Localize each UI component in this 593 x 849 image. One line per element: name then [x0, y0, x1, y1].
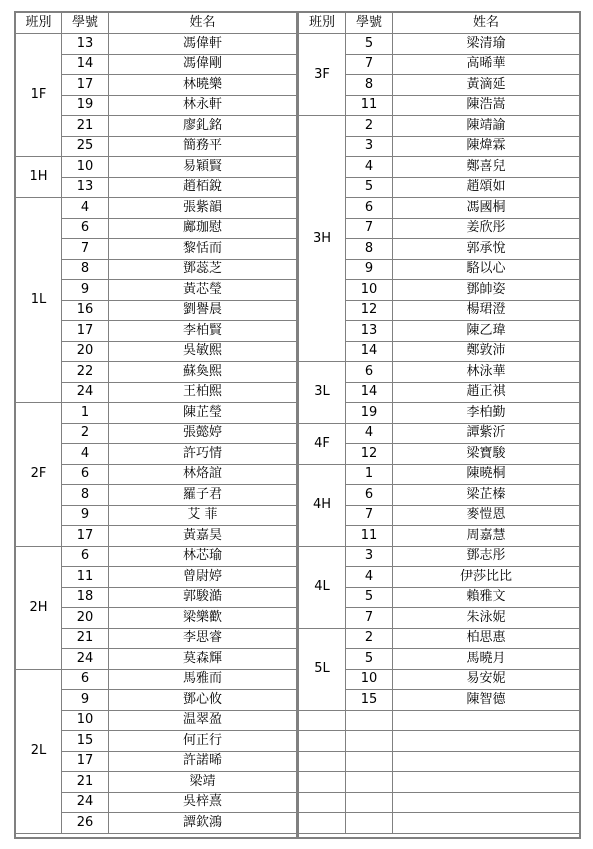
student-number: 1 [62, 403, 109, 424]
empty-row [299, 751, 580, 772]
empty-cell [346, 813, 393, 834]
student-row [16, 157, 297, 178]
student-name: 李柏賢 [109, 321, 297, 342]
empty-cell [346, 710, 393, 731]
student-number: 10 [62, 710, 109, 731]
student-name: 馬雅而 [109, 669, 297, 690]
student-name: 馬曉月 [393, 649, 580, 670]
header-class: 班別 [299, 13, 346, 34]
empty-cell [299, 772, 346, 793]
student-number: 5 [346, 177, 393, 198]
student-number: 17 [62, 75, 109, 96]
left-table-body [16, 34, 297, 834]
student-number: 22 [62, 362, 109, 383]
student-name: 曾尉婷 [109, 567, 297, 588]
student-name: 陳曉桐 [393, 464, 580, 485]
student-number: 14 [62, 54, 109, 75]
student-number: 6 [62, 218, 109, 239]
class-cell: 2F [16, 403, 62, 547]
student-number: 10 [346, 669, 393, 690]
student-number: 3 [346, 136, 393, 157]
student-name: 梁靖 [109, 772, 297, 793]
empty-cell [346, 731, 393, 752]
student-row [299, 464, 580, 485]
student-name: 易穎賢 [109, 157, 297, 178]
student-name: 鄭敦沛 [393, 341, 580, 362]
student-name: 譚紫沂 [393, 423, 580, 444]
student-number: 17 [62, 526, 109, 547]
class-cell: 1L [16, 198, 62, 403]
student-name: 梁寶駿 [393, 444, 580, 465]
empty-cell [299, 731, 346, 752]
student-name: 林曉樂 [109, 75, 297, 96]
student-row [299, 116, 580, 137]
student-number: 17 [62, 751, 109, 772]
class-cell: 3H [299, 116, 346, 362]
student-name: 陳浩嵩 [393, 95, 580, 116]
student-name: 林永軒 [109, 95, 297, 116]
student-name: 鄧志彤 [393, 546, 580, 567]
student-name: 鄧帥姿 [393, 280, 580, 301]
student-number: 9 [62, 690, 109, 711]
student-number: 4 [346, 423, 393, 444]
student-number: 21 [62, 628, 109, 649]
student-number: 10 [62, 157, 109, 178]
student-name: 馮國桐 [393, 198, 580, 219]
class-cell: 4F [299, 423, 346, 464]
student-name: 趙頌如 [393, 177, 580, 198]
student-number: 7 [346, 505, 393, 526]
empty-cell [393, 813, 580, 834]
empty-row [299, 710, 580, 731]
student-number: 10 [346, 280, 393, 301]
student-name: 黃嘉昊 [109, 526, 297, 547]
student-name: 莫森輝 [109, 649, 297, 670]
student-number: 8 [62, 485, 109, 506]
student-name: 黃滴延 [393, 75, 580, 96]
student-number: 9 [346, 259, 393, 280]
student-number: 18 [62, 587, 109, 608]
student-number: 4 [346, 567, 393, 588]
class-cell: 3F [299, 34, 346, 116]
student-name: 鄧心攸 [109, 690, 297, 711]
student-number: 21 [62, 116, 109, 137]
student-name: 郭承悅 [393, 239, 580, 260]
student-name: 梁樂歡 [109, 608, 297, 629]
student-name: 陳靖諭 [393, 116, 580, 137]
student-number: 5 [346, 34, 393, 55]
student-number: 14 [346, 341, 393, 362]
student-number: 24 [62, 649, 109, 670]
empty-cell [299, 751, 346, 772]
student-name: 高晞華 [393, 54, 580, 75]
student-number: 6 [62, 464, 109, 485]
student-row [16, 34, 297, 55]
student-name: 黃芯瑩 [109, 280, 297, 301]
student-name: 梁芷榛 [393, 485, 580, 506]
header-number: 學號 [62, 13, 109, 34]
right-class-table [298, 12, 580, 834]
student-name: 許巧情 [109, 444, 297, 465]
student-number: 2 [346, 628, 393, 649]
student-name: 梁清瑜 [393, 34, 580, 55]
student-number: 13 [62, 177, 109, 198]
student-name: 趙栢銳 [109, 177, 297, 198]
student-number: 15 [62, 731, 109, 752]
empty-cell [346, 751, 393, 772]
student-number: 11 [346, 526, 393, 547]
student-name: 許諾晞 [109, 751, 297, 772]
student-name: 麥愷恩 [393, 505, 580, 526]
student-number: 5 [346, 649, 393, 670]
student-number: 21 [62, 772, 109, 793]
student-number: 1 [346, 464, 393, 485]
empty-row [299, 792, 580, 813]
student-row [16, 403, 297, 424]
student-number: 25 [62, 136, 109, 157]
student-number: 6 [346, 198, 393, 219]
student-name: 馮偉軒 [109, 34, 297, 55]
empty-cell [393, 772, 580, 793]
student-number: 26 [62, 813, 109, 834]
student-name: 張紫韻 [109, 198, 297, 219]
student-number: 7 [346, 218, 393, 239]
student-name: 艾 菲 [109, 505, 297, 526]
student-number: 16 [62, 300, 109, 321]
student-name: 張懿婷 [109, 423, 297, 444]
student-name: 吳敏熙 [109, 341, 297, 362]
student-name: 周嘉慧 [393, 526, 580, 547]
empty-cell [299, 813, 346, 834]
student-row [16, 546, 297, 567]
empty-cell [299, 792, 346, 813]
student-number: 13 [62, 34, 109, 55]
student-name: 廖釓銘 [109, 116, 297, 137]
class-cell: 5L [299, 628, 346, 710]
empty-cell [393, 731, 580, 752]
student-row [299, 34, 580, 55]
left-class-table [15, 12, 297, 834]
student-row [299, 423, 580, 444]
empty-row [299, 772, 580, 793]
student-number: 12 [346, 444, 393, 465]
student-name: 陳乙瑋 [393, 321, 580, 342]
empty-cell [393, 751, 580, 772]
student-number: 6 [346, 362, 393, 383]
class-cell: 4L [299, 546, 346, 628]
header-class: 班別 [16, 13, 62, 34]
student-number: 6 [346, 485, 393, 506]
student-name: 賴雅文 [393, 587, 580, 608]
class-cell: 3L [299, 362, 346, 424]
student-name: 柏思惠 [393, 628, 580, 649]
student-name: 黎恬而 [109, 239, 297, 260]
student-number: 24 [62, 382, 109, 403]
student-number: 9 [62, 505, 109, 526]
student-name: 鄺珈慰 [109, 218, 297, 239]
student-name: 鄭喜兒 [393, 157, 580, 178]
header-name: 姓名 [393, 13, 580, 34]
student-number: 6 [62, 669, 109, 690]
student-number: 8 [346, 75, 393, 96]
student-name: 李柏勤 [393, 403, 580, 424]
header-row [299, 13, 580, 34]
student-name: 伊莎比比 [393, 567, 580, 588]
header-name: 姓名 [109, 13, 297, 34]
student-number: 2 [346, 116, 393, 137]
empty-row [299, 813, 580, 834]
student-name: 郭駿澔 [109, 587, 297, 608]
student-name: 姜欣彤 [393, 218, 580, 239]
student-name: 王柏熙 [109, 382, 297, 403]
class-cell: 4H [299, 464, 346, 546]
student-number: 11 [62, 567, 109, 588]
student-row [16, 198, 297, 219]
student-row [299, 362, 580, 383]
student-number: 19 [346, 403, 393, 424]
student-name: 陳芷瑩 [109, 403, 297, 424]
class-cell: 2H [16, 546, 62, 669]
student-number: 8 [62, 259, 109, 280]
student-number: 20 [62, 341, 109, 362]
student-name: 林泳華 [393, 362, 580, 383]
student-number: 4 [62, 444, 109, 465]
student-name: 何正行 [109, 731, 297, 752]
student-number: 8 [346, 239, 393, 260]
student-number: 20 [62, 608, 109, 629]
right-table-body [299, 34, 580, 834]
student-name: 馮偉剛 [109, 54, 297, 75]
student-name: 陳煒霖 [393, 136, 580, 157]
student-row [299, 546, 580, 567]
student-number: 17 [62, 321, 109, 342]
header-row [16, 13, 297, 34]
student-number: 15 [346, 690, 393, 711]
student-name: 蘇奐熙 [109, 362, 297, 383]
student-name: 温翠盈 [109, 710, 297, 731]
student-number: 12 [346, 300, 393, 321]
student-number: 9 [62, 280, 109, 301]
student-number: 6 [62, 546, 109, 567]
student-name: 譚欽鴻 [109, 813, 297, 834]
student-number: 11 [346, 95, 393, 116]
student-row [299, 628, 580, 649]
student-name: 易安妮 [393, 669, 580, 690]
student-number: 7 [62, 239, 109, 260]
student-number: 2 [62, 423, 109, 444]
student-number: 4 [62, 198, 109, 219]
empty-cell [299, 710, 346, 731]
student-number: 19 [62, 95, 109, 116]
student-name: 鄧蕊芝 [109, 259, 297, 280]
student-name: 李思睿 [109, 628, 297, 649]
student-number: 14 [346, 382, 393, 403]
student-name: 林芯瑜 [109, 546, 297, 567]
class-cell: 1F [16, 34, 62, 157]
empty-row [299, 731, 580, 752]
student-number: 4 [346, 157, 393, 178]
student-name: 吳梓熹 [109, 792, 297, 813]
header-number: 學號 [346, 13, 393, 34]
empty-cell [393, 792, 580, 813]
student-number: 5 [346, 587, 393, 608]
class-cell: 2L [16, 669, 62, 833]
empty-cell [393, 710, 580, 731]
student-name: 簡務平 [109, 136, 297, 157]
student-name: 趙正祺 [393, 382, 580, 403]
empty-cell [346, 792, 393, 813]
student-number: 13 [346, 321, 393, 342]
student-number: 7 [346, 54, 393, 75]
student-name: 朱泳妮 [393, 608, 580, 629]
student-number: 3 [346, 546, 393, 567]
student-name: 陳智德 [393, 690, 580, 711]
student-number: 24 [62, 792, 109, 813]
student-name: 劉譽晨 [109, 300, 297, 321]
student-name: 林烙誼 [109, 464, 297, 485]
class-cell: 1H [16, 157, 62, 198]
student-name: 羅子君 [109, 485, 297, 506]
empty-cell [346, 772, 393, 793]
student-number: 7 [346, 608, 393, 629]
student-name: 駱以心 [393, 259, 580, 280]
student-row [16, 669, 297, 690]
student-name: 楊珺澄 [393, 300, 580, 321]
